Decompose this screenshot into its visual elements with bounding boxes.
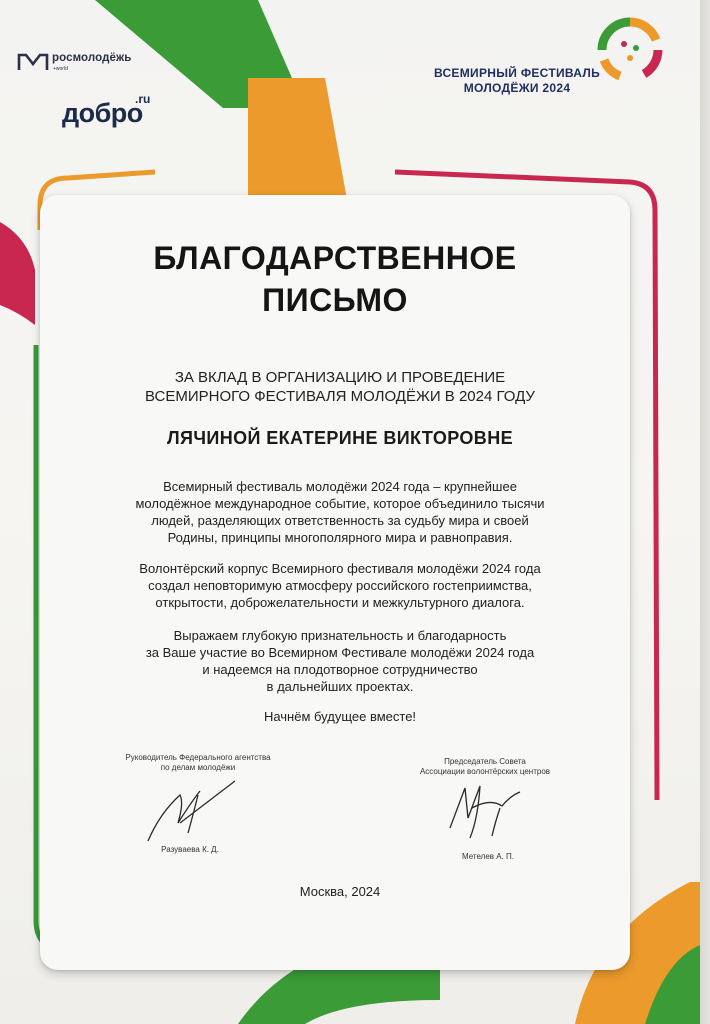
festival-title-line1: ВСЕМИРНЫЙ ФЕСТИВАЛЬ [433, 66, 601, 80]
festival-title-line2: МОЛОДЁЖИ 2024 [463, 81, 571, 95]
paragraph-line: создал неповторимую атмосферу российского гостеприимства, [148, 578, 532, 593]
paragraph-3 [110, 627, 570, 695]
paragraph-line: открытости, доброжелательности и межкультурного диалога. [155, 595, 525, 610]
orange-arc-top [248, 78, 348, 205]
paragraph-line: людей, разделяющих ответственность за судьбу мира и своей [151, 513, 529, 528]
right-signatory-role [390, 757, 580, 777]
festival-emblem-icon [592, 10, 668, 86]
role-line: Председатель Совета [444, 757, 526, 766]
paragraph-line: за Ваше участие во Всемирном Фестивале молодёжи 2024 года [145, 645, 535, 660]
paragraph-line: в дальнейших проектах. [266, 679, 414, 694]
title-line1: БЛАГОДАРСТВЕННОЕ [153, 240, 517, 276]
letter-subtitle [90, 368, 590, 406]
crimson-arc-left [0, 222, 35, 325]
dobro-suffix: .ru [135, 92, 151, 106]
subtitle-line1: ЗА ВКЛАД В ОРГАНИЗАЦИЮ И ПРОВЕДЕНИЕ [174, 369, 506, 386]
place-and-date: Москва, 2024 [299, 884, 381, 899]
letter-title [100, 237, 570, 321]
title-line2: ПИСЬМО [262, 282, 408, 318]
role-line: Ассоциации волонтёрских центров [419, 767, 551, 776]
left-signature-image [140, 773, 240, 848]
left-signatory-role [108, 753, 288, 773]
right-signatory-name: Метелев А. П. [461, 852, 515, 861]
festival-title [417, 66, 617, 96]
paragraph-line: Всемирный фестиваль молодёжи 2024 года – крупнейшее [163, 479, 517, 494]
rosmolodezh-logo [17, 52, 131, 72]
paper-edge [700, 0, 710, 1024]
recipient-name: ЛЯЧИНОЙ ЕКАТЕРИНЕ ВИКТОРОВНЕ [166, 428, 514, 448]
role-line: по делам молодёжи [160, 763, 236, 772]
paragraph-2 [110, 560, 570, 611]
rosmolodezh-sub: +world [53, 66, 68, 72]
subtitle-line2: ВСЕМИРНОГО ФЕСТИВАЛЯ МОЛОДЁЖИ В 2024 ГОДУ [145, 388, 535, 405]
paragraph-1 [110, 478, 570, 546]
paragraph-line: и надеемся на плодотворное сотрудничество [202, 662, 478, 677]
paragraph-line: Выражаем глубокую признательность и благодарность [173, 628, 507, 643]
role-line: Руководитель Федерального агентства [125, 753, 271, 762]
dobro-word: добро [62, 98, 143, 128]
paragraph-line: молодёжное международное событие, которое объединило тысячи [135, 496, 545, 511]
rosmolodezh-mark-icon [17, 52, 49, 72]
paragraph-line: Родины, принципы многополярного мира и равноправия. [167, 530, 513, 545]
paragraph-line: Волонтёрский корпус Всемирного фестиваля молодёжи 2024 года [139, 561, 541, 576]
right-signature-image [440, 778, 530, 848]
dobro-logo [62, 92, 151, 129]
closing-line: Начнём будущее вместе! [263, 709, 417, 724]
rosmolodezh-name: росмолодёжь [52, 52, 132, 64]
left-signatory-name: Разуваева К. Д. [161, 845, 219, 854]
